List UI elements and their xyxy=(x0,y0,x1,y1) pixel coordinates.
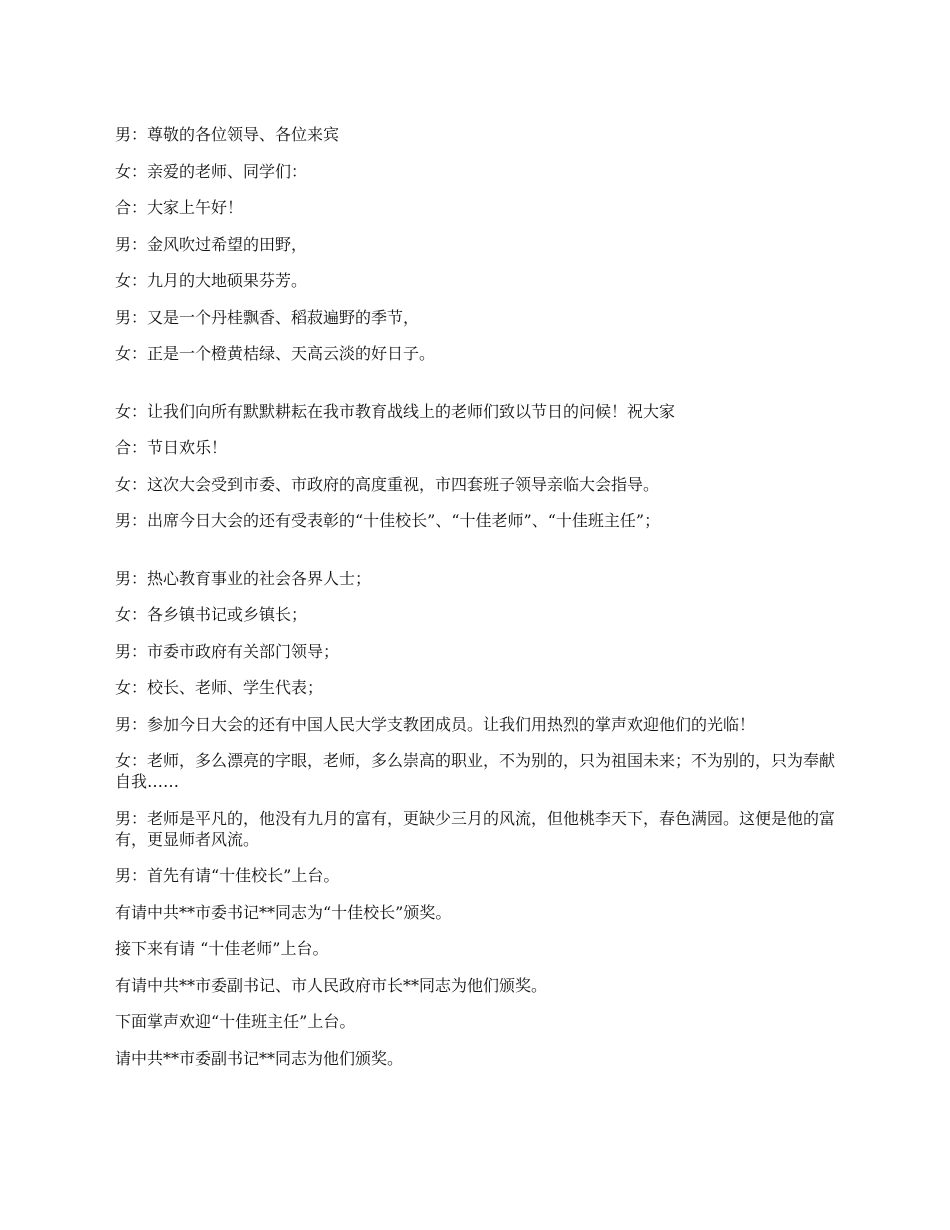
paragraph: 请中共**市委副书记**同志为他们颁奖。 xyxy=(115,1048,404,1068)
paragraph: 女：正是一个橙黄桔绿、天高云淡的好日子。 xyxy=(115,344,436,363)
paragraph: 合：大家上午好！ xyxy=(115,198,244,217)
paragraph: 男：市委市政府有关部门领导； xyxy=(115,641,340,661)
paragraph: 女：校长、老师、学生代表； xyxy=(115,678,324,697)
paragraph: 合：节日欢乐！ xyxy=(115,438,228,457)
section-gap xyxy=(115,547,845,568)
paragraph: 男：尊敬的各位领导、各位来宾 xyxy=(115,125,340,144)
paragraph: 下面掌声欢迎“十佳班主任”上台。 xyxy=(115,1012,356,1031)
paragraph: 女：这次大会受到市委、市政府的高度重视，市四套班子领导亲临大会指导。 xyxy=(115,474,660,494)
paragraph: 女：让我们向所有默默耕耘在我市教育战线上的老师们致以节日的问候！祝大家 xyxy=(115,401,676,421)
paragraph: 有请中共**市委书记**同志为“十佳校长”颁奖。 xyxy=(115,902,452,922)
paragraph: 女：九月的大地硕果芬芳。 xyxy=(115,271,308,290)
paragraph: 男：首先有请“十佳校长”上台。 xyxy=(115,866,340,885)
paragraph: 男：热心教育事业的社会各界人士； xyxy=(115,568,372,588)
paragraph: 有请中共**市委副书记、市人民政府市长**同志为他们颁奖。 xyxy=(115,975,548,995)
document-body xyxy=(115,124,845,1084)
paragraph: 女：亲爱的老师、同学们： xyxy=(115,161,308,181)
paragraph: 女：各乡镇书记或乡镇长； xyxy=(115,605,308,624)
paragraph: 男：参加今日大会的还有中国人民大学支教团成员。让我们用热烈的掌声欢迎他们的光临！ xyxy=(115,714,756,734)
paragraph: 男：金风吹过希望的田野， xyxy=(115,234,308,254)
paragraph: 男：老师是平凡的，他没有九月的富有，更缺少三月的风流，但他桃李天下，春色满园。这便是他的富有，更显师者风流。 xyxy=(115,808,836,849)
section-gap xyxy=(115,380,845,401)
paragraph: 男：出席今日大会的还有受表彰的“十佳校长”、“十佳老师”、“十佳班主任”； xyxy=(115,511,661,530)
paragraph: 男：又是一个丹桂飘香、稻菽遍野的季节， xyxy=(115,307,420,327)
paragraph: 接下来有请 “十佳老师”上台。 xyxy=(115,939,329,958)
paragraph: 女：老师，多么漂亮的字眼，老师，多么崇高的职业，不为别的，只为祖国未来；不为别的，只为奉献自我…… xyxy=(115,751,836,791)
